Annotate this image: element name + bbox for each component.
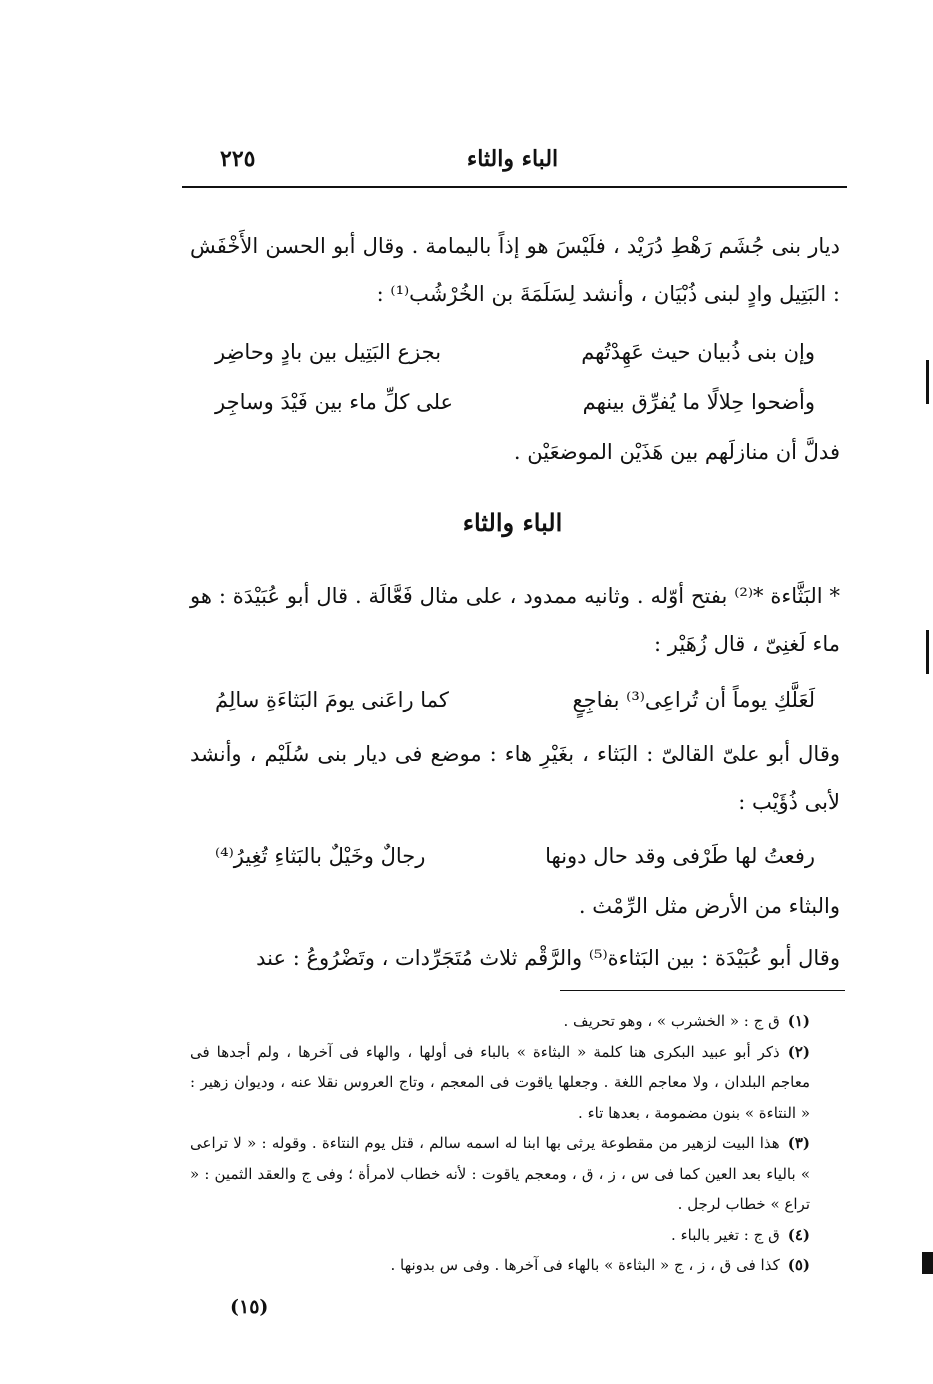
scan-edge-mark: [926, 360, 929, 404]
signature-mark: (١٥): [230, 1296, 269, 1318]
verse-4: [215, 832, 815, 880]
footnote-rule: [560, 990, 845, 991]
footnote-text: هذا البيت لزهير من مقطوعة يرثى بها ابنا له اسمه سالم ، قتل يوم النتاءة . وقوله : « لا تراعى » بالياء بعد العين كما فى س ، ز ، ق ، ومعجم ياقوت : لأنه خطاب لامرأة ؛ وفى ج والعقد الثمين : « تراع » خطاب لرجل .: [190, 1134, 810, 1213]
scan-edge-mark: [922, 1252, 933, 1274]
paragraph-3: * البَثَّاءة *⁽²⁾ بفتح أوّله . وثانيه ممدود ، على مثال فَعَّالَة . قال أبو عُبَيْدَة : هو ماء لَغنِىّ ، قال زُهَيْر :: [190, 584, 840, 656]
footnote-number: (٣): [787, 1134, 810, 1152]
footnote: [190, 1250, 810, 1281]
footnote-number: (٢): [787, 1042, 810, 1061]
footnote: [190, 1220, 810, 1251]
paragraph-5: والبثاء من الأرض مثل الرِّمْث .: [578, 894, 840, 918]
verse-1: [215, 328, 815, 376]
verse-3-second-hemistich: كما راعَنى يومَ البَثاءَةِ سالِمُ: [215, 688, 449, 712]
footnote-number: (٤): [787, 1225, 810, 1244]
paragraph-4: وقال أبو علىّ القالىّ : البَثاء ، بغَيْرِ هاء : موضع فى ديار بنى سُلَيْم ، وأنشد لأبى ذُؤَيْب :: [190, 742, 840, 814]
footnotes: [190, 1006, 810, 1281]
verse-3: [215, 676, 815, 724]
verse-1-second-hemistich: بجزع البَتِيل بين بادٍ وحاضِر: [215, 340, 442, 364]
paragraph-2: فدلَّ أن منازلَهم بين هَذَيْن الموضعَيْن .: [513, 440, 840, 464]
footnote: [190, 1128, 810, 1220]
footnote: [190, 1006, 810, 1037]
verse-4-second-hemistich: رجالٌ وخَيْلٌ بالبَثاءِ تُغِيرُ⁽⁴⁾: [215, 844, 426, 868]
footnote: [190, 1037, 810, 1129]
verse-2-first-hemistich: وأضحوا حِلالًا ما يُفرِّق بينهم: [582, 390, 815, 414]
footnote-text: ذكر أبو عبيد البكرى هنا كلمة « البثاءة » بالباء فى أولها ، والهاء فى آخرها ، ولم أجدها فى معاجم البلدان ، ولا معاجم اللغة . وجعلها ياقوت فى المعجم ، وتاج العروس نقلا عنه ، وديوان زهير : « النتاءة » بنون مضمومة ، بعدها تاء .: [190, 1042, 810, 1122]
page-header: [180, 140, 845, 184]
paragraph-6: وقال أبو عُبَيْدَة : بين البَثاءة⁽⁵⁾ والرَّقْم ثلاث مُتَجَرِّدات ، وتَضْرُوعُ : عند: [256, 946, 840, 970]
section-title: الباء والثاء: [462, 508, 563, 537]
scan-edge-mark: [926, 630, 929, 674]
footnote-text: كذا فى ق ، ز ، ج « البثاءة » بالهاء فى آخرها . وفى س بدونها .: [390, 1256, 780, 1274]
verse-2-second-hemistich: على كلِّ ماء بين فَيْدَ وساجِر: [215, 390, 454, 414]
page-number: ٢٢٥: [220, 146, 256, 172]
verse-3-first-hemistich: لَعَلَّكِ يوماً أن تُراعِى⁽³⁾ بفاجِعٍ: [572, 688, 815, 712]
paragraph-1: ديار بنى جُشَم رَهْطِ دُرَيْد ، فلَيْسَ هو إذاً باليمامة . وقال أبو الحسن الأَخْفَش : البَتِيل وادٍ لبنى ذُبْيَان ، وأنشد لِسَلَمَةَ بن الخُرْشُب⁽¹⁾ :: [190, 234, 840, 306]
verse-4-first-hemistich: رفعتُ لها طَرْفى وقد حال دونها: [545, 844, 815, 868]
footnote-text: ق ج : « الخشرب » ، وهو تحريف .: [563, 1012, 780, 1030]
verse-1-first-hemistich: وإن بنى ذُبيان حيث عَهِدْتُهم: [581, 340, 815, 364]
footnote-text: ق ج : تغير بالباء .: [671, 1225, 780, 1244]
footnote-number: (١): [787, 1012, 810, 1030]
verse-2: [215, 378, 815, 426]
header-rule: [182, 186, 847, 188]
running-title: الباء والثاء: [466, 146, 559, 172]
footnote-number: (٥): [787, 1256, 810, 1274]
